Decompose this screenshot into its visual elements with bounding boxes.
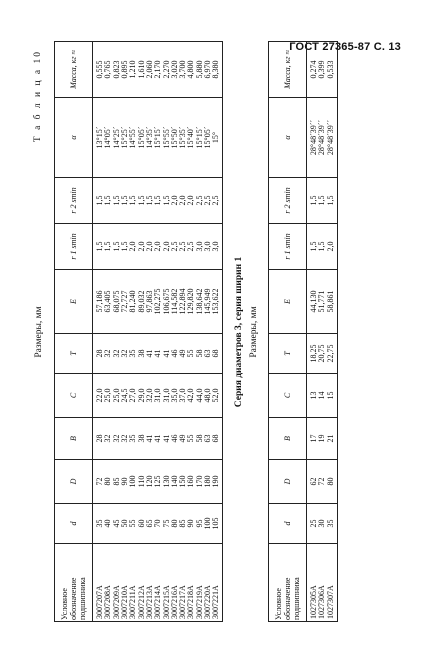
table-cell: 8,380: [212, 42, 223, 98]
bottom-table-body: [307, 42, 338, 622]
table-cell: 2,0: [187, 178, 195, 224]
table-cell: 15°: [212, 98, 223, 178]
table-cell: 32: [113, 334, 121, 374]
table-cell: 100: [129, 460, 137, 504]
table-cell: 3007207A: [93, 544, 105, 622]
top-table-header: [55, 42, 93, 622]
bottom-col-header: D: [269, 460, 307, 504]
bottom-col-header: E: [269, 270, 307, 334]
table-cell: 2,0: [146, 224, 154, 270]
table-cell: 114,582: [171, 270, 179, 334]
table-cell: 80: [171, 504, 179, 544]
table-cell: 57,186: [93, 270, 105, 334]
table-cell: 89,032: [137, 270, 145, 334]
table-cell: 15°05´: [204, 98, 212, 178]
table-cell: 20,75: [318, 334, 326, 374]
table-cell: 120: [146, 460, 154, 504]
table-cell: 1027307A: [327, 544, 338, 622]
table-cell: 110: [137, 460, 145, 504]
table-cell: 180: [204, 460, 212, 504]
table-cell: 1,5: [93, 224, 105, 270]
table-cell: 21: [327, 418, 338, 460]
table-cell: 3007220A: [204, 544, 212, 622]
table-cell: 1,5: [104, 224, 112, 270]
table-cell: 15°55´: [162, 98, 170, 178]
table-cell: 81,240: [129, 270, 137, 334]
page-header: ГОСТ 27365-87 С. 13: [289, 41, 401, 53]
top-col-header: D: [55, 460, 93, 504]
table-cell: 62: [307, 460, 319, 504]
table-cell: 160: [187, 460, 195, 504]
table-cell: 140: [171, 460, 179, 504]
table-cell: 70: [154, 504, 162, 544]
table-cell: 25: [307, 504, 319, 544]
table-cell: 97,863: [146, 270, 154, 334]
table-cell: 2,5: [179, 224, 187, 270]
table-cell: 55: [187, 418, 195, 460]
table-cell: 35: [129, 334, 137, 374]
top-col-header: d: [55, 504, 93, 544]
top-col-header: E: [55, 270, 93, 334]
table-cell: 0,399: [318, 42, 326, 98]
bottom-col-header: B: [269, 418, 307, 460]
top-col-header: α: [55, 98, 93, 178]
sizes-caption: Размеры, мм: [34, 306, 44, 358]
table-cell: 28°48´39´´: [307, 98, 319, 178]
top-col-header: Масса, кг ≈: [55, 42, 93, 98]
table-cell: 28°48´39´´: [327, 98, 338, 178]
table-cell: 3007217A: [179, 544, 187, 622]
table-cell: 3007215A: [162, 544, 170, 622]
table-cell: 35: [327, 504, 338, 544]
table-cell: 1027306A: [318, 544, 326, 622]
table-cell: 63: [204, 334, 212, 374]
table-cell: 25,0: [113, 374, 121, 418]
table-cell: 38: [137, 334, 145, 374]
table-cell: 22,75: [327, 334, 338, 374]
table-cell: 27,0: [129, 374, 137, 418]
table-cell: 14: [318, 374, 326, 418]
table-cell: 19: [318, 418, 326, 460]
table-cell: 3,0: [212, 224, 223, 270]
table-cell: 46: [171, 334, 179, 374]
table-cell: 170: [196, 460, 204, 504]
bottom-col-header: C: [269, 374, 307, 418]
top-col-header: r 1 smin: [55, 224, 93, 270]
table-cell: 0,555: [93, 42, 105, 98]
table-cell: 41: [146, 418, 154, 460]
table-cell: 41: [162, 334, 170, 374]
table-cell: 45: [113, 504, 121, 544]
table-cell: 2,0: [154, 224, 162, 270]
table-cell: 3007221A: [212, 544, 223, 622]
table-cell: 41: [154, 334, 162, 374]
table-cell: 41: [146, 334, 154, 374]
table-cell: 0,274: [307, 42, 319, 98]
table-cell: 35,0: [171, 374, 179, 418]
table-cell: 1,5: [146, 178, 154, 224]
table-row: [327, 42, 338, 622]
table-cell: 38: [137, 418, 145, 460]
rotated-content: [30, 42, 370, 622]
table-cell: 42,0: [187, 374, 195, 418]
top-table-body: [93, 42, 223, 622]
table-cell: 32: [121, 334, 129, 374]
table-cell: 1,5: [113, 224, 121, 270]
table-cell: 58: [196, 334, 204, 374]
table-cell: 68: [212, 334, 223, 374]
table-cell: 85: [113, 460, 121, 504]
table-cell: 0,823: [113, 42, 121, 98]
table-cell: 2,270: [162, 42, 170, 98]
table-cell: 28: [93, 334, 105, 374]
table-cell: 40: [104, 504, 112, 544]
table-cell: 31,0: [162, 374, 170, 418]
table-cell: 2,5: [187, 224, 195, 270]
table-cell: 72: [318, 460, 326, 504]
table-cell: 25,0: [104, 374, 112, 418]
sizes-caption-2: Размеры, мм: [249, 306, 259, 358]
table-cell: 13: [307, 374, 319, 418]
table-cell: 3007218A: [187, 544, 195, 622]
table-cell: 30: [318, 504, 326, 544]
table-cell: 41: [162, 418, 170, 460]
table-cell: 14°25´: [113, 98, 121, 178]
table-cell: 3007210A: [121, 544, 129, 622]
table-cell: 35: [93, 504, 105, 544]
table-cell: 49: [179, 334, 187, 374]
table-cell: 5,880: [196, 42, 204, 98]
table-cell: 2,0: [179, 178, 187, 224]
bottom-col-header: Условное обозначение подшипника: [269, 544, 307, 622]
table-cell: 1,5: [307, 178, 319, 224]
bottom-col-header: α: [269, 98, 307, 178]
section-title: Серия диаметров 3, серия ширин 1: [234, 256, 244, 408]
table-cell: 129,820: [187, 270, 195, 334]
table-cell: 65: [146, 504, 154, 544]
table-cell: 100: [204, 504, 212, 544]
table-cell: 46: [171, 418, 179, 460]
table-cell: 44,130: [307, 270, 319, 334]
table-cell: 49: [179, 418, 187, 460]
table-row: [204, 42, 212, 622]
table-cell: 50: [121, 504, 129, 544]
table-cell: 1,5: [307, 224, 319, 270]
table-cell: 1,5: [318, 224, 326, 270]
table-cell: 44,0: [196, 374, 204, 418]
bottom-col-header: r 2 smin: [269, 178, 307, 224]
table-cell: 51,771: [318, 270, 326, 334]
table-cell: 90: [187, 504, 195, 544]
table-cell: 3,020: [171, 42, 179, 98]
table-cell: 6,970: [204, 42, 212, 98]
table-cell: 37,0: [179, 374, 187, 418]
table-cell: 63: [204, 418, 212, 460]
table-cell: 3007219A: [196, 544, 204, 622]
table-cell: 1,210: [129, 42, 137, 98]
table-cell: 15°15´: [154, 98, 162, 178]
table-cell: 3007208A: [104, 544, 112, 622]
table-cell: 1,5: [154, 178, 162, 224]
table-cell: 153,622: [212, 270, 223, 334]
table-cell: 105: [212, 504, 223, 544]
table-cell: 145,949: [204, 270, 212, 334]
table-cell: 2,0: [137, 224, 145, 270]
table-cell: 130: [162, 460, 170, 504]
table-cell: 0,895: [121, 42, 129, 98]
table-cell: 3007209A: [113, 544, 121, 622]
table-cell: 138,642: [196, 270, 204, 334]
table-cell: 32: [113, 418, 121, 460]
table-cell: 1,5: [318, 178, 326, 224]
bottom-table: [268, 41, 338, 622]
table-cell: 2,0: [171, 178, 179, 224]
table-cell: 58,861: [327, 270, 338, 334]
table-cell: 68: [212, 418, 223, 460]
table-cell: 1,5: [121, 224, 129, 270]
table-cell: 1,5: [93, 178, 105, 224]
table-cell: 80: [104, 460, 112, 504]
table-cell: 18,25: [307, 334, 319, 374]
bottom-col-header: d: [269, 504, 307, 544]
table-cell: 1,5: [327, 178, 338, 224]
table-cell: 0,533: [327, 42, 338, 98]
table-cell: 15°35´: [179, 98, 187, 178]
table-cell: 15: [327, 374, 338, 418]
table-cell: 102,275: [154, 270, 162, 334]
top-table: [54, 41, 223, 622]
table-cell: 2,5: [204, 178, 212, 224]
table-cell: 1,5: [113, 178, 121, 224]
table-cell: 28: [93, 418, 105, 460]
table-cell: 3007216A: [171, 544, 179, 622]
table-cell: 22,0: [93, 374, 105, 418]
table-cell: 2,5: [196, 178, 204, 224]
table-cell: 80: [327, 460, 338, 504]
table-cell: 106,675: [162, 270, 170, 334]
table-cell: 52,0: [212, 374, 223, 418]
table-cell: 32,0: [146, 374, 154, 418]
table-cell: 31,0: [154, 374, 162, 418]
table-cell: 122,894: [179, 270, 187, 334]
bottom-col-header: Масса, кг ≈: [269, 42, 307, 98]
table-cell: 14°55´: [129, 98, 137, 178]
table-cell: 3,0: [204, 224, 212, 270]
table-cell: 90: [121, 460, 129, 504]
table-cell: 2,060: [146, 42, 154, 98]
table-number-label: Т а б л и ц а 10: [33, 50, 43, 143]
bottom-table-header: [269, 42, 307, 622]
top-col-header: B: [55, 418, 93, 460]
table-cell: 1,5: [104, 178, 112, 224]
table-cell: 2,170: [154, 42, 162, 98]
top-col-header: Условное обозначение подшипника: [55, 544, 93, 622]
table-cell: 35: [129, 418, 137, 460]
table-cell: 17: [307, 418, 319, 460]
table-cell: 3,0: [196, 224, 204, 270]
table-cell: 14°35´: [146, 98, 154, 178]
table-cell: 60: [137, 504, 145, 544]
table-cell: 15°50´: [171, 98, 179, 178]
table-cell: 32: [104, 418, 112, 460]
table-cell: 85: [179, 504, 187, 544]
table-cell: 3007214A: [154, 544, 162, 622]
top-col-header: C: [55, 374, 93, 418]
table-cell: 13°15´: [93, 98, 105, 178]
table-cell: 68,075: [113, 270, 121, 334]
table-cell: 125: [154, 460, 162, 504]
table-cell: 41: [154, 418, 162, 460]
table-cell: 24,5: [121, 374, 129, 418]
table-cell: 15°40´: [187, 98, 195, 178]
table-cell: 55: [129, 504, 137, 544]
table-cell: 55: [187, 334, 195, 374]
table-cell: 95: [196, 504, 204, 544]
table-cell: 2,0: [129, 224, 137, 270]
table-cell: 1,610: [137, 42, 145, 98]
table-cell: 3007211A: [129, 544, 137, 622]
table-cell: 72: [93, 460, 105, 504]
table-cell: 2,0: [327, 224, 338, 270]
table-cell: 58: [196, 418, 204, 460]
table-cell: 32: [104, 334, 112, 374]
table-cell: 2,0: [162, 224, 170, 270]
table-cell: 15°05´: [137, 98, 145, 178]
table-cell: 14°05´: [104, 98, 112, 178]
table-cell: 2,5: [171, 224, 179, 270]
table-cell: 3007213A: [146, 544, 154, 622]
table-cell: 75: [162, 504, 170, 544]
table-cell: 0,765: [104, 42, 112, 98]
table-cell: 1,5: [137, 178, 145, 224]
table-cell: 3007212A: [137, 544, 145, 622]
bottom-col-header: r 1 smin: [269, 224, 307, 270]
table-cell: 1,5: [162, 178, 170, 224]
top-col-header: T: [55, 334, 93, 374]
table-cell: 28°48´39´´: [318, 98, 326, 178]
table-cell: 2,5: [212, 178, 223, 224]
table-cell: 1027305A: [307, 544, 319, 622]
table-cell: 63,405: [104, 270, 112, 334]
table-cell: 190: [212, 460, 223, 504]
table-cell: 1,5: [129, 178, 137, 224]
table-cell: 29,0: [137, 374, 145, 418]
table-cell: 15°15´: [196, 98, 204, 178]
table-cell: 15°25´: [121, 98, 129, 178]
table-cell: 4,800: [187, 42, 195, 98]
table-cell: 1,5: [121, 178, 129, 224]
table-cell: 150: [179, 460, 187, 504]
top-col-header: r 2 smin: [55, 178, 93, 224]
table-cell: 3,700: [179, 42, 187, 98]
table-cell: 32: [121, 418, 129, 460]
bottom-col-header: T: [269, 334, 307, 374]
table-cell: 48,0: [204, 374, 212, 418]
table-cell: 72,727: [121, 270, 129, 334]
table-row: [212, 42, 223, 622]
